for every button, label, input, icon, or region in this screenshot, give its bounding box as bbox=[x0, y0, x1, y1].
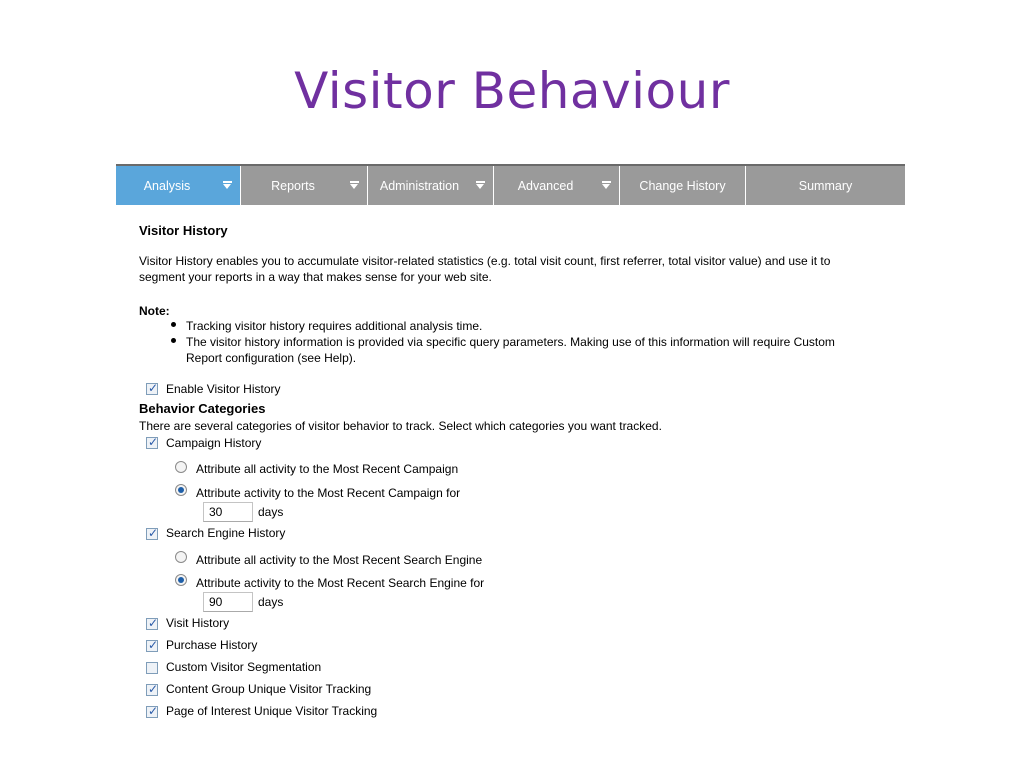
enable-visitor-history-checkbox[interactable] bbox=[146, 383, 158, 395]
bullet-icon bbox=[171, 338, 176, 343]
categories-heading: Behavior Categories bbox=[139, 401, 266, 416]
note-item: The visitor history information is provided via specific query parameters. Making use of this information will require Custom bbox=[186, 335, 835, 349]
dropdown-caret-icon[interactable] bbox=[223, 181, 233, 189]
tab-advanced-label: Advanced bbox=[517, 178, 574, 193]
tab-analysis[interactable] bbox=[116, 166, 241, 205]
purchase-history-checkbox[interactable] bbox=[146, 640, 158, 652]
note-item-continued: Report configuration (see Help). bbox=[186, 351, 357, 365]
search-all-label: Attribute all activity to the Most Recent Search Engine bbox=[196, 553, 483, 567]
tab-summary[interactable] bbox=[746, 166, 905, 205]
slide-title: Visitor Behaviour bbox=[294, 62, 730, 120]
screenshot-panel bbox=[116, 164, 905, 734]
campaign-all-label: Attribute all activity to the Most Recent Campaign bbox=[196, 462, 459, 476]
content-group-tracking-label: Content Group Unique Visitor Tracking bbox=[166, 682, 372, 696]
tab-advanced[interactable] bbox=[494, 166, 620, 205]
bullet-icon bbox=[171, 322, 176, 327]
tab-change-history[interactable] bbox=[620, 166, 746, 205]
search-all-radio[interactable] bbox=[175, 551, 187, 563]
note-item: Tracking visitor history requires additional analysis time. bbox=[186, 319, 483, 333]
dropdown-caret-icon[interactable] bbox=[350, 181, 360, 189]
campaign-history-label: Campaign History bbox=[166, 436, 262, 450]
section-heading: Visitor History bbox=[139, 223, 228, 238]
page-of-interest-tracking-label: Page of Interest Unique Visitor Tracking bbox=[166, 704, 378, 718]
top-nav-bar bbox=[116, 164, 905, 205]
dropdown-caret-icon[interactable] bbox=[602, 181, 612, 189]
page-of-interest-tracking-checkbox[interactable] bbox=[146, 706, 158, 718]
campaign-history-checkbox[interactable] bbox=[146, 437, 158, 449]
custom-visitor-segmentation-checkbox[interactable] bbox=[146, 662, 158, 674]
visit-history-checkbox[interactable] bbox=[146, 618, 158, 630]
custom-visitor-segmentation-label: Custom Visitor Segmentation bbox=[166, 660, 322, 674]
campaign-for-radio[interactable] bbox=[175, 484, 187, 496]
campaign-all-radio[interactable] bbox=[175, 461, 187, 473]
campaign-days-input[interactable]: 30 bbox=[203, 502, 253, 522]
purchase-history-label: Purchase History bbox=[166, 638, 258, 652]
search-for-radio[interactable] bbox=[175, 574, 187, 586]
tab-analysis-label: Analysis bbox=[143, 178, 191, 193]
tab-summary-label: Summary bbox=[798, 178, 853, 193]
intro-text-line1: Visitor History enables you to accumulate visitor-related statistics (e.g. total visit count, first referrer, total visitor value) and use it to bbox=[139, 254, 831, 268]
content-group-tracking-checkbox[interactable] bbox=[146, 684, 158, 696]
tab-reports-label: Reports bbox=[271, 178, 315, 193]
tab-administration[interactable] bbox=[368, 166, 494, 205]
visit-history-label: Visit History bbox=[166, 616, 230, 630]
search-engine-history-checkbox[interactable] bbox=[146, 528, 158, 540]
search-days-unit: days bbox=[258, 595, 284, 609]
search-days-input[interactable]: 90 bbox=[203, 592, 253, 612]
tab-change-history-label: Change History bbox=[639, 178, 726, 193]
tab-administration-label: Administration bbox=[379, 178, 460, 193]
search-engine-history-label: Search Engine History bbox=[166, 526, 286, 540]
tab-reports[interactable] bbox=[241, 166, 368, 205]
dropdown-caret-icon[interactable] bbox=[476, 181, 486, 189]
campaign-for-label: Attribute activity to the Most Recent Campaign for bbox=[196, 486, 461, 500]
enable-visitor-history-label: Enable Visitor History bbox=[166, 382, 281, 396]
intro-text-line2: segment your reports in a way that makes sense for your web site. bbox=[139, 270, 492, 284]
categories-description: There are several categories of visitor behavior to track. Select which categories you want tracked. bbox=[139, 419, 662, 433]
search-for-label: Attribute activity to the Most Recent Search Engine for bbox=[196, 576, 485, 590]
campaign-days-unit: days bbox=[258, 505, 284, 519]
note-label: Note: bbox=[139, 304, 170, 318]
